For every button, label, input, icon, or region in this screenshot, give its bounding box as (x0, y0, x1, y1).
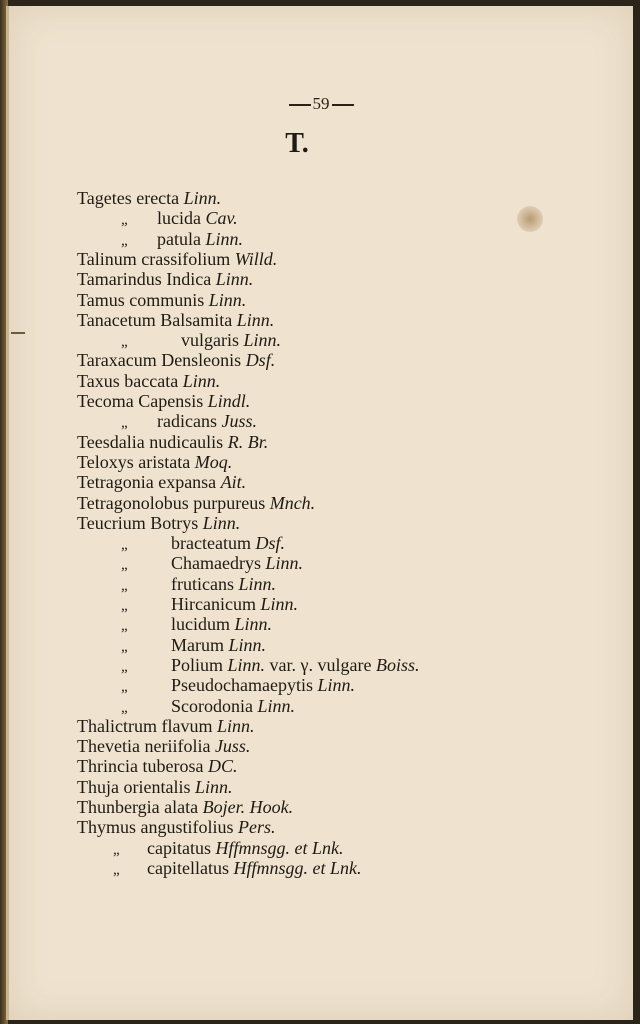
species-author: Linn. (194, 776, 233, 797)
species-name: Chamaedrys (171, 553, 266, 574)
list-item (77, 269, 253, 289)
species-author: Linn. (228, 634, 267, 655)
ditto-mark: „ (121, 618, 128, 635)
species-author: Linn. (208, 289, 247, 310)
species-name: Scorodonia (171, 695, 258, 716)
species-name: Thrincia tuberosa (77, 756, 208, 777)
ditto-mark: „ (121, 212, 128, 229)
ditto-mark: „ (121, 537, 128, 554)
ditto-mark: „ (113, 841, 120, 858)
ditto-mark: „ (121, 679, 128, 696)
variety-author: Boiss. (375, 654, 420, 675)
list-item (77, 432, 268, 452)
page-number-text: 59 (312, 94, 330, 113)
species-name: bracteatum (171, 533, 256, 554)
species-name: Teloxys aristata (77, 451, 195, 472)
species-author: Linn. (234, 614, 273, 635)
species-author: Hffmnsgg. et Lnk. (215, 837, 344, 858)
species-name: Pseudochamaepytis (171, 675, 318, 696)
list-item (121, 675, 355, 695)
species-author: Linn. (216, 715, 255, 736)
species-name: Taraxacum Densleonis (77, 350, 246, 371)
species-name: Tamarindus Indica (77, 269, 216, 290)
ditto-mark: „ (121, 232, 128, 249)
species-author: Dsf. (255, 533, 285, 554)
ditto-mark: „ (121, 334, 128, 351)
list-item (77, 513, 240, 533)
species-author: Linn. (238, 573, 276, 594)
species-name: fruticans (171, 573, 239, 594)
list-item (121, 574, 276, 594)
ditto-mark: „ (121, 658, 128, 675)
species-name: lucida (157, 208, 206, 229)
species-author: Linn. (215, 269, 254, 290)
species-name: Teucrium Botrys (77, 512, 203, 533)
list-item (77, 472, 246, 492)
list-item (77, 756, 237, 776)
list-item (77, 797, 293, 817)
variety-note: var. γ. vulgare (265, 654, 376, 675)
species-name: Thunbergia alata (77, 797, 203, 817)
species-author: Linn. (243, 330, 282, 351)
species-name: Thalictrum flavum (77, 715, 217, 736)
species-name: Thuja orientalis (77, 776, 195, 797)
list-item (77, 188, 221, 208)
species-name: Tecoma Capensis (77, 391, 208, 411)
page-number (9, 94, 633, 114)
list-item (77, 777, 232, 797)
species-author: Linn. (265, 553, 303, 574)
species-author: Linn. (227, 654, 266, 675)
species-name: Tetragonolobus purpureus (77, 492, 270, 513)
list-item (121, 533, 285, 553)
section-heading: T. (285, 128, 309, 159)
species-name: vulgaris (181, 330, 244, 351)
species-author: Linn. (317, 675, 355, 696)
list-item (113, 838, 343, 858)
species-author: Moq. (194, 451, 233, 472)
list-item (121, 696, 295, 716)
species-name: Tamus communis (77, 289, 209, 310)
ditto-mark: „ (113, 861, 120, 878)
ditto-mark: „ (121, 577, 128, 594)
species-author: Willd. (234, 248, 278, 269)
species-author: R. Br. (227, 431, 269, 452)
species-author: Cav. (205, 208, 238, 229)
book-page (6, 6, 633, 1020)
list-item (77, 350, 275, 370)
species-author: Linn. (205, 228, 243, 249)
species-name: Tagetes erecta (77, 188, 184, 208)
species-author: Bojer. Hook. (202, 797, 294, 817)
list-item (77, 493, 315, 513)
list-item (77, 371, 220, 391)
list-item (77, 391, 250, 411)
paper-stain (517, 206, 543, 232)
list-item (121, 411, 257, 431)
species-name: Marum (171, 634, 229, 655)
species-name: Thymus angustifolius (77, 817, 238, 838)
list-item (121, 229, 243, 249)
species-author: Linn. (182, 370, 221, 391)
species-name: Tanacetum Balsamita (77, 309, 237, 330)
ditto-mark: „ (121, 699, 128, 716)
species-name: Taxus baccata (77, 370, 183, 391)
list-item (77, 452, 232, 472)
species-author: Lindl. (207, 391, 251, 411)
list-item (77, 817, 276, 837)
ditto-mark: „ (121, 415, 128, 432)
species-author: Linn. (260, 594, 298, 614)
list-item (121, 635, 266, 655)
list-item (121, 208, 238, 228)
species-name: Teesdalia nudicaulis (77, 431, 228, 452)
species-name: radicans (157, 411, 222, 432)
species-name: Talinum crassifolium (77, 248, 235, 269)
species-author: Dsf. (245, 350, 276, 371)
list-item (121, 655, 419, 675)
species-author: Linn. (202, 512, 241, 533)
list-item (77, 249, 277, 269)
species-author: Mnch. (269, 492, 316, 513)
species-name: patula (157, 228, 206, 249)
species-author: Juss. (214, 736, 251, 757)
ditto-mark: „ (121, 598, 128, 614)
list-item (77, 290, 246, 310)
margin-mark (11, 332, 25, 334)
list-item (121, 614, 272, 634)
species-author: Ait. (220, 472, 247, 493)
list-item (77, 716, 254, 736)
species-author: Linn. (236, 309, 275, 330)
ditto-mark: „ (121, 638, 128, 655)
species-name: Hircanicum (171, 594, 261, 614)
species-name: Thevetia neriifolia (77, 736, 215, 757)
list-item (121, 553, 303, 573)
species-name: capitellatus (147, 857, 234, 878)
list-item (121, 330, 281, 350)
species-name: Tetragonia expansa (77, 472, 221, 493)
species-author: Pers. (238, 817, 276, 838)
list-item (113, 858, 361, 878)
species-author: Linn. (183, 188, 222, 208)
species-name: lucidum (171, 614, 235, 635)
species-name: capitatus (147, 837, 216, 858)
species-author: Juss. (221, 411, 257, 432)
species-author: Linn. (257, 695, 295, 716)
species-name: Polium (171, 654, 228, 675)
list-item (121, 594, 298, 614)
species-author: Hffmnsgg. et Lnk. (233, 857, 362, 878)
ditto-mark: „ (121, 557, 128, 574)
species-author: DC. (207, 756, 238, 777)
list-item (77, 736, 250, 756)
list-item (77, 310, 274, 330)
